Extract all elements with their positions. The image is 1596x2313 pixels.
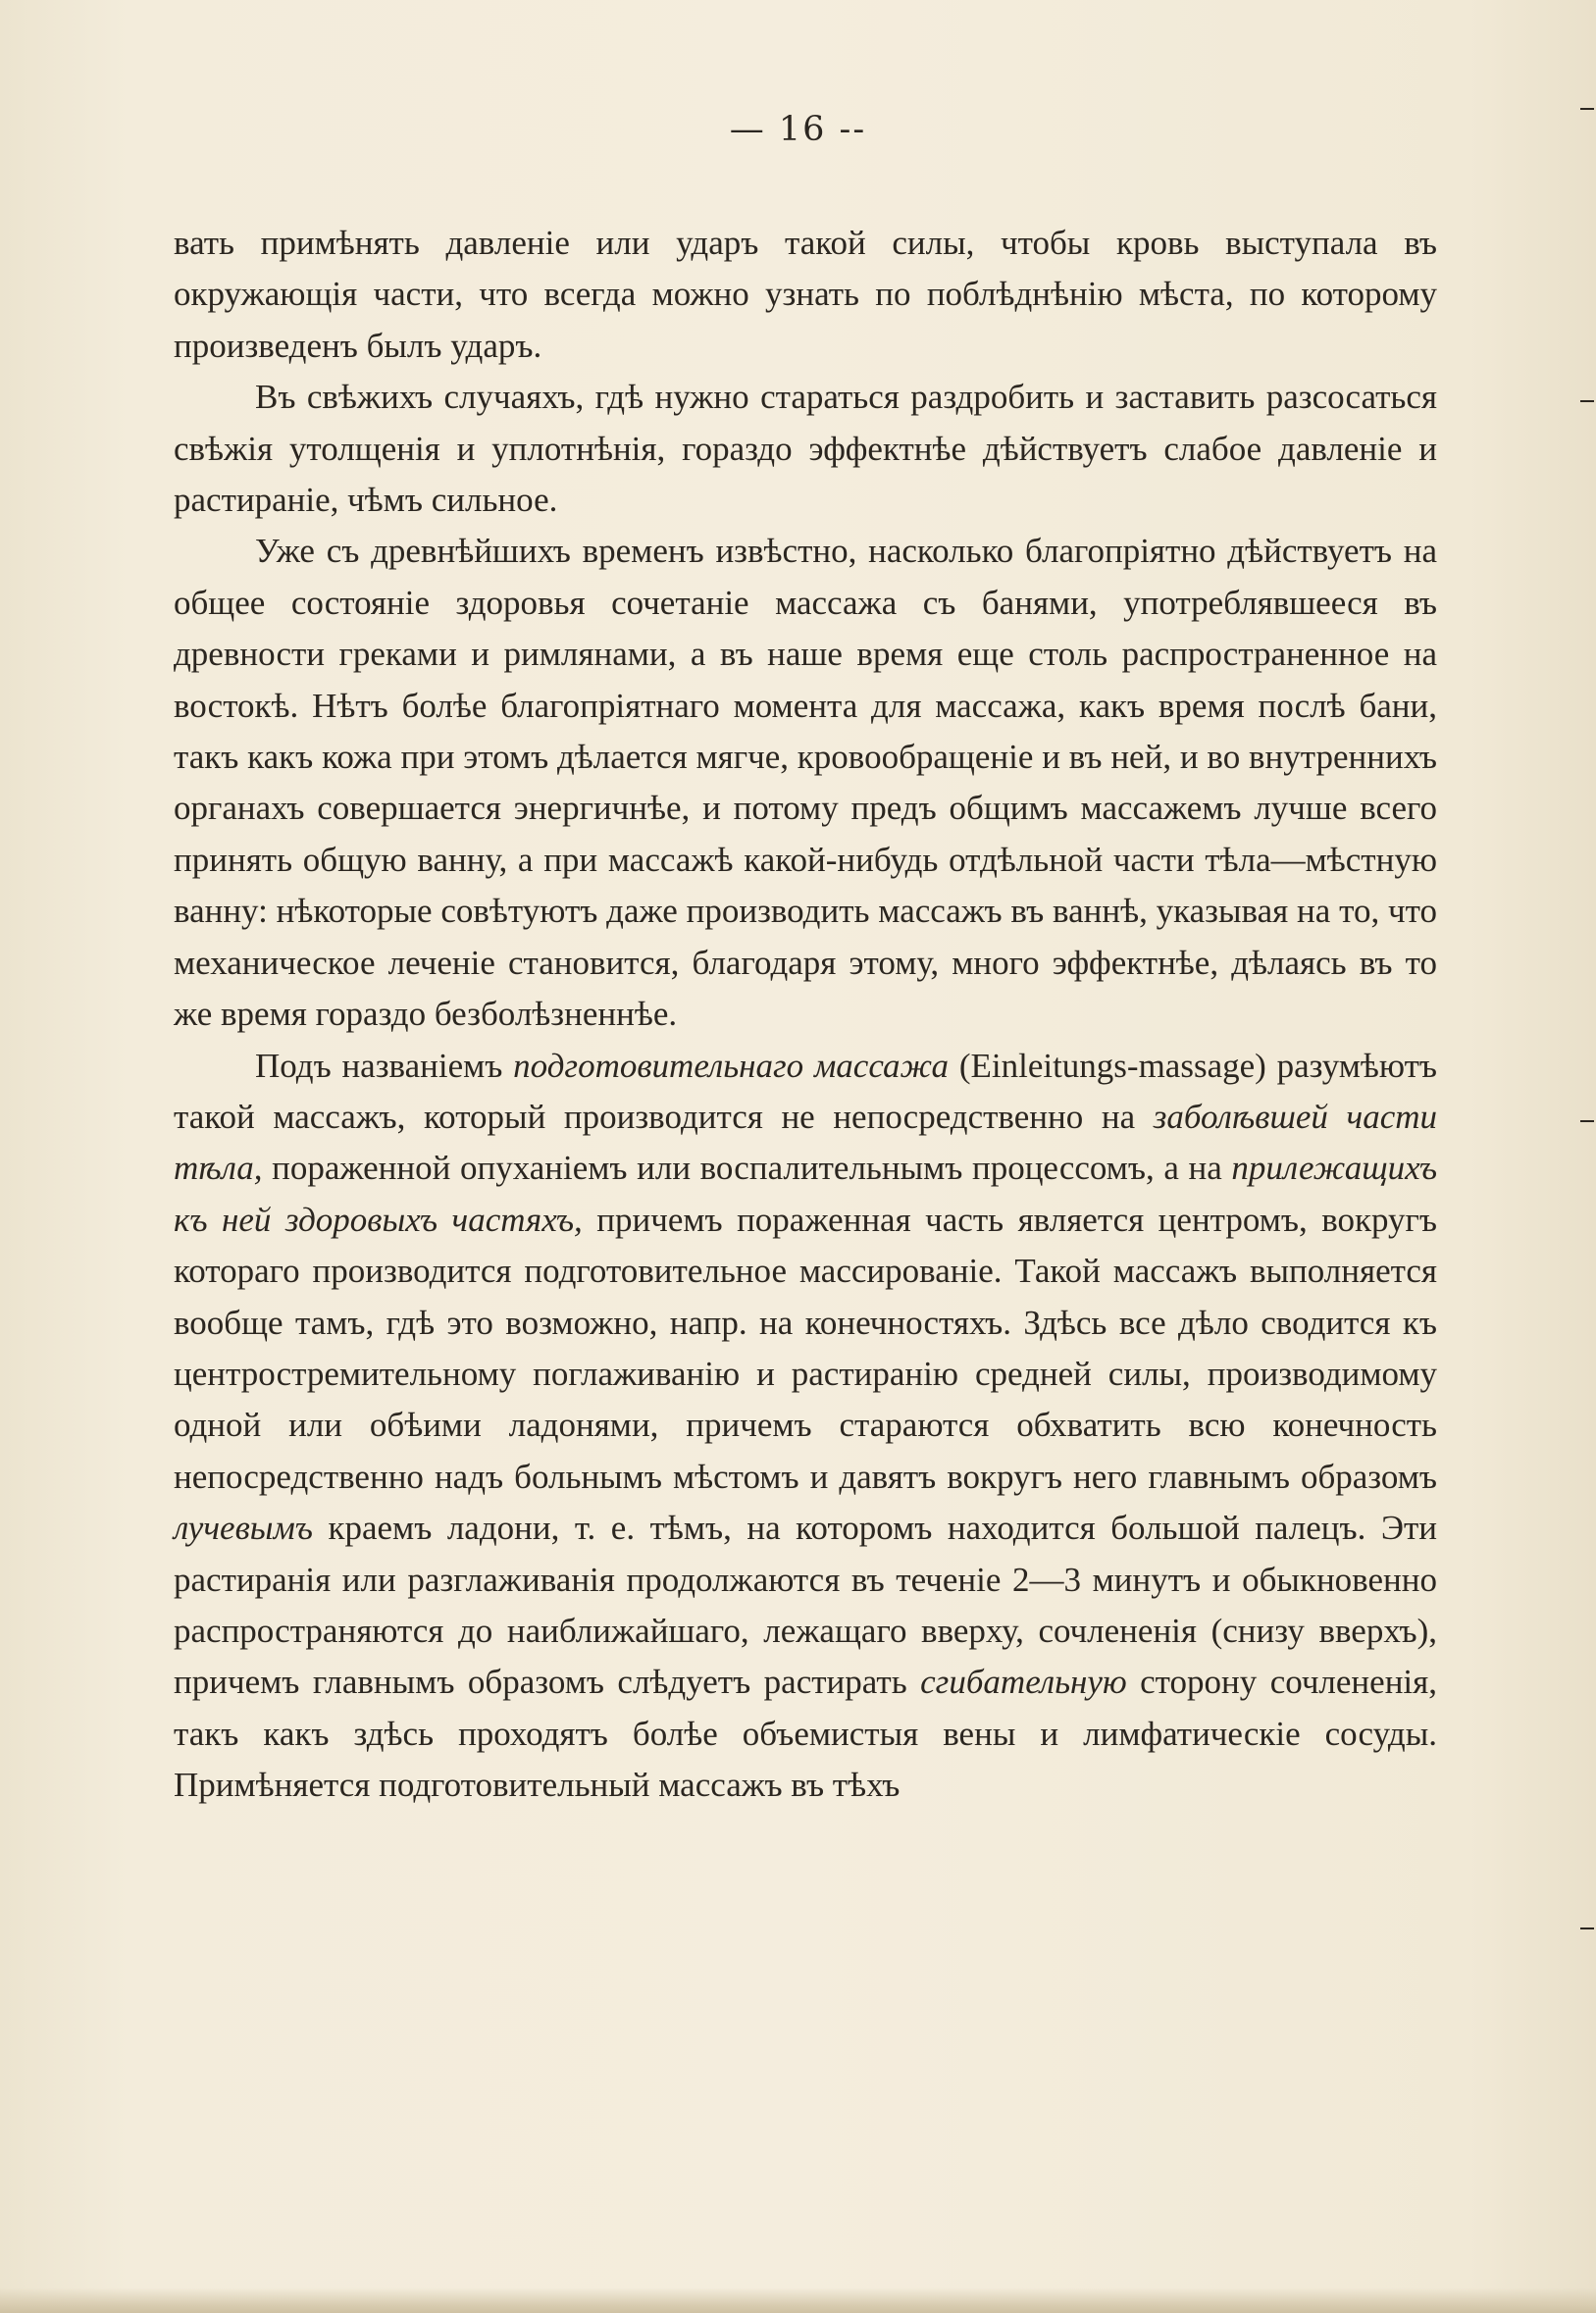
paragraph [174,218,1437,372]
text-segment: краемъ ладони, т. е. тѣмъ, на которомъ находится большой палецъ. Эти растиранія или разглаживанія продолжаются въ теченіе 2—3 минутъ и обыкновенно распространяются до наиближайшаго, лежащаго вверху, сочлененія (снизу вверхъ), причемъ главнымъ образомъ слѣдуетъ растирать [174,1509,1437,1702]
paragraph [174,526,1437,1040]
text-segment: сторону сочлененія, такъ какъ здѣсь проходятъ болѣе объемистыя вены и лимфатическіе сосуды. Примѣняется подготовительный массажъ въ тѣхъ [174,1663,1437,1805]
italic-text: подготовительнаго массажа [513,1046,950,1085]
margin-mark [1580,1928,1594,1929]
text-segment: Уже съ древнѣйшихъ временъ извѣстно, насколько благопріятно дѣйствуетъ на общее состояніе здоровья сочетаніе массажа съ банями, употреблявшееся въ древности греками и римлянами, а въ наше время еще столь распространенное на востокѣ. Нѣтъ болѣе благопріятнаго момента для массажа, какъ время послѣ бани, такъ какъ кожа при этомъ дѣлается мягче, кровообращеніе и въ ней, и во внутреннихъ органахъ совершается энергичнѣе, и потому предъ общимъ массажемъ лучше всего принять общую ванну, а при массажѣ какой-нибудь отдѣльной части тѣла—мѣстную ванну: нѣкоторые совѣтуютъ даже производить массажъ въ ваннѣ, указывая на то, что механическое леченіе становится, благодаря этому, много эффектнѣе, дѣлаясь въ то же время гораздо безболѣзненнѣе. [174,532,1437,1034]
paragraph [174,372,1437,526]
text-body [174,218,1437,1812]
italic-text: сгибательную [920,1663,1127,1702]
text-segment: пораженной опуханіемъ или воспалительнымъ процессомъ, а на [262,1149,1232,1188]
margin-mark [1580,400,1594,402]
text-segment: Въ свѣжихъ случаяхъ, гдѣ нужно стараться раздробить и заставить разсосаться свѣжія утолщенія и уплотнѣнія, гораздо эффектнѣе дѣйствуетъ слабое давленіе и растираніе, чѣмъ сильное. [174,378,1437,520]
page-number: — 16 -- [729,110,867,149]
italic-text: прилежащихъ къ ней здоровыхъ частяхъ, [174,1149,1437,1239]
text-segment: (Einleitungs-massage) разумѣютъ такой массажъ, который производится не непосредственно на [174,1046,1437,1136]
text-segment: причемъ пораженная часть является центромъ, вокругъ котораго производится подготовительное массированіе. Такой массажъ выполняется вообще тамъ, гдѣ это возможно, напр. на конечностяхъ. Здѣсь все дѣло сводится къ центростремительному поглаживанію и растиранію средней силы, производимому одной или обѣими ладонями, причемъ стараются обхватить всю конечность непосредственно надъ больнымъ мѣстомъ и давятъ вокругъ него главнымъ образомъ [174,1200,1437,1496]
margin-mark [1580,1120,1594,1122]
text-segment: Подъ названіемъ [255,1046,514,1085]
margin-mark [1580,108,1594,110]
text-segment: вать примѣнять давленіе или ударъ такой силы, чтобы кровь выступала въ окружающія части, что всегда можно узнать по поблѣднѣнію мѣста, по которому произведенъ былъ ударъ. [174,224,1437,365]
paragraph [174,1041,1437,1812]
italic-text: лучевымъ [174,1509,313,1548]
italic-text: заболѣвшей части тѣла, [174,1097,1438,1188]
page-bottom-edge [0,2287,1596,2313]
